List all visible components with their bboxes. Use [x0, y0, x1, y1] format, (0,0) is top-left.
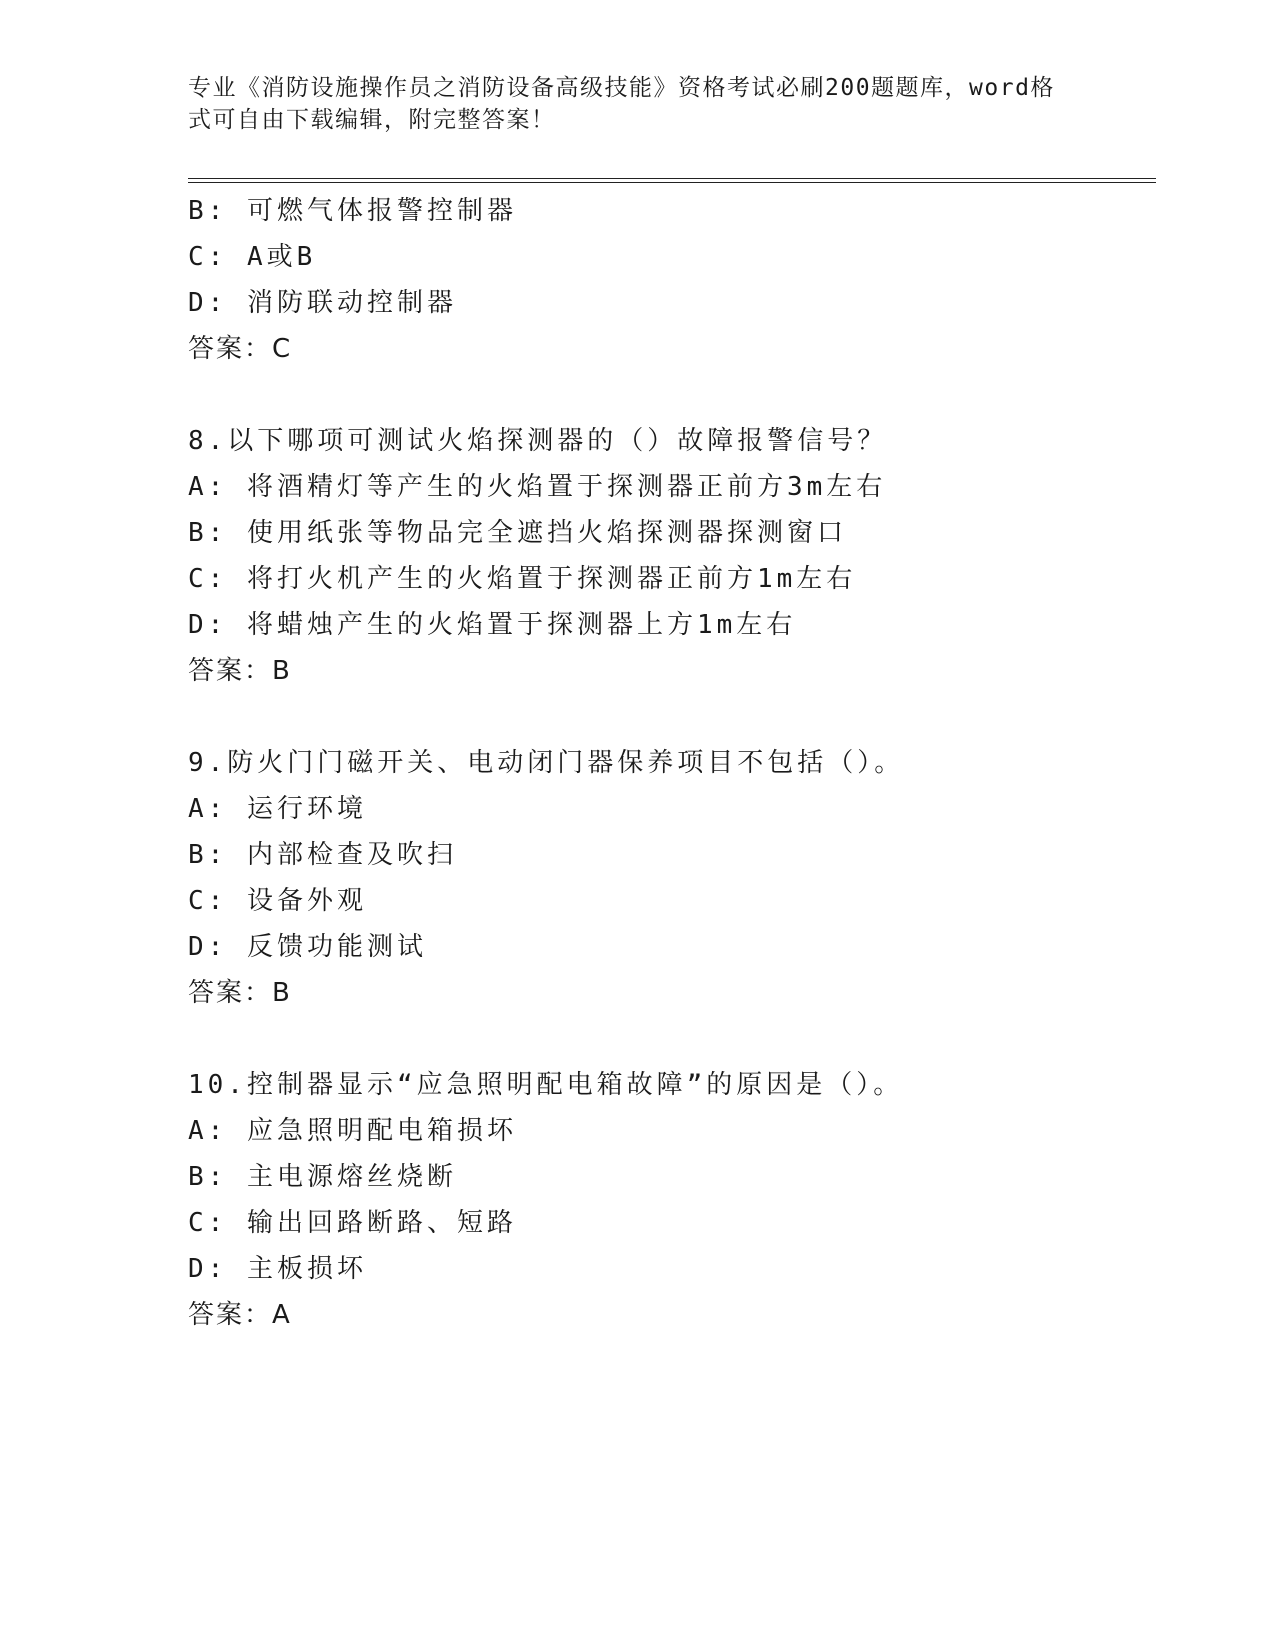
answer: 答案：A — [188, 1300, 292, 1330]
option-d: D: 反馈功能测试 — [188, 932, 427, 962]
header-line-2: 式可自由下载编辑，附完整答案！ — [188, 107, 556, 133]
option-c: C: A或B — [188, 242, 317, 272]
question-stem: 8.以下哪项可测试火焰探测器的（）故障报警信号？ — [188, 426, 888, 456]
option-a: A: 将酒精灯等产生的火焰置于探测器正前方3m左右 — [188, 472, 887, 502]
question-stem: 9.防火门门磁开关、电动闭门器保养项目不包括（）。 — [188, 748, 905, 778]
question-stem: 10.控制器显示“应急照明配电箱故障”的原因是（）。 — [188, 1070, 904, 1100]
answer: 答案：B — [188, 978, 292, 1008]
option-d: D: 主板损坏 — [188, 1254, 367, 1284]
previous-question-tail — [188, 188, 1148, 372]
option-c: C: 将打火机产生的火焰置于探测器正前方1m左右 — [188, 564, 857, 594]
answer: 答案：B — [188, 656, 292, 686]
option-b: B: 可燃气体报警控制器 — [188, 196, 517, 226]
answer: 答案：C — [188, 334, 293, 364]
option-b: B: 内部检查及吹扫 — [188, 840, 457, 870]
header-rule-bottom — [188, 182, 1156, 183]
option-c: C: 设备外观 — [188, 886, 367, 916]
option-b: B: 使用纸张等物品完全遮挡火焰探测器探测窗口 — [188, 518, 847, 548]
option-d: D: 消防联动控制器 — [188, 288, 457, 318]
question-9 — [188, 740, 1148, 1016]
document-body — [188, 188, 1148, 1338]
header-rule-top — [188, 178, 1156, 179]
option-b: B: 主电源熔丝烧断 — [188, 1162, 457, 1192]
header-line-1: 专业《消防设施操作员之消防设备高级技能》资格考试必刷200题题库，word格 — [188, 75, 1055, 101]
document-header — [188, 72, 1068, 136]
option-d: D: 将蜡烛产生的火焰置于探测器上方1m左右 — [188, 610, 797, 640]
option-a: A: 运行环境 — [188, 794, 367, 824]
option-c: C: 输出回路断路、短路 — [188, 1208, 517, 1238]
question-8 — [188, 418, 1148, 694]
question-10 — [188, 1062, 1148, 1338]
option-a: A: 应急照明配电箱损坏 — [188, 1116, 517, 1146]
